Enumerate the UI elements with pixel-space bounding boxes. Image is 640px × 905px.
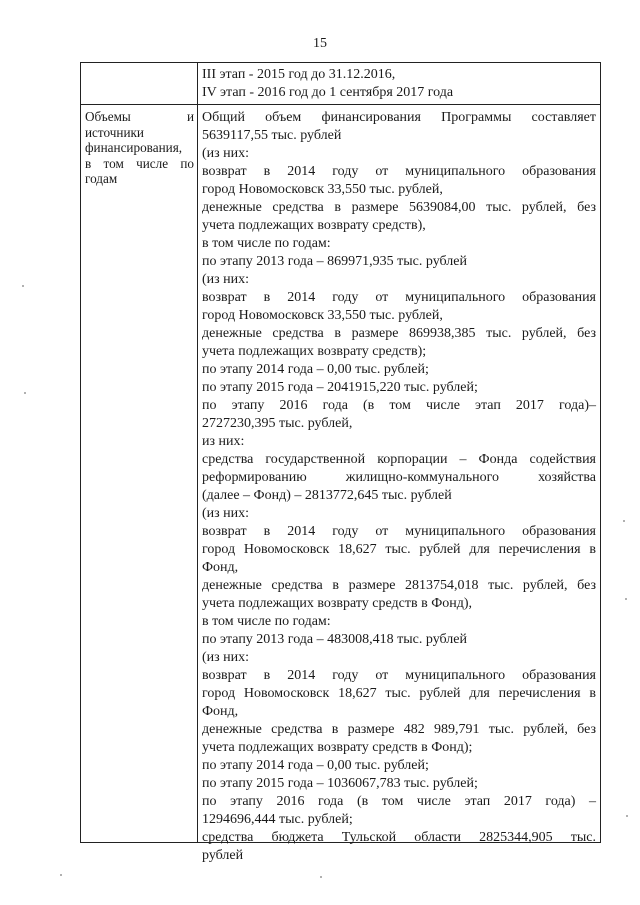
funding-text-line: денежные средства в размере 482 989,791 тыс. рублей, без — [202, 722, 596, 737]
stage-line: III этап - 2015 год до 31.12.2016, — [202, 67, 396, 82]
table-cell-funding-text — [198, 105, 600, 863]
funding-text-line: возврат в 2014 году от муниципального образования — [202, 290, 596, 305]
scan-speck — [60, 874, 62, 876]
funding-text-line: в том числе по годам: — [202, 614, 331, 629]
funding-text-line: (из них: — [202, 650, 250, 665]
funding-text-line: учета подлежащих возврату средств), — [202, 218, 426, 233]
funding-text-line: город Новомосковск 33,550 тыс. рублей, — [202, 182, 443, 197]
funding-text-line: по этапу 2014 года – 0,00 тыс. рублей; — [202, 758, 429, 773]
program-table — [80, 62, 601, 863]
funding-text-line: город Новомосковск 18,627 тыс. рублей для перечисления в — [202, 686, 596, 701]
funding-text-line: учета подлежащих возврату средств в Фонд); — [202, 740, 473, 755]
funding-text-line: Фонд, — [202, 704, 239, 719]
scan-speck — [22, 285, 24, 287]
funding-text-line: (из них: — [202, 272, 250, 287]
funding-text-line: (далее – Фонд) – 2813772,645 тыс. рублей — [202, 488, 452, 503]
funding-text-line: город Новомосковск 33,550 тыс. рублей, — [202, 308, 443, 323]
funding-text-line: город Новомосковск 18,627 тыс. рублей для перечисления в — [202, 542, 596, 557]
table-cell-label-empty — [81, 63, 198, 104]
funding-text-line: денежные средства в размере 5639084,00 тыс. рублей, без — [202, 200, 596, 215]
funding-text-line: (из них: — [202, 146, 250, 161]
funding-text-line: 1294696,444 тыс. рублей; — [202, 812, 353, 827]
funding-text-line: учета подлежащих возврату средств); — [202, 344, 427, 359]
scan-speck — [625, 598, 627, 600]
funding-text-line: из них: — [202, 434, 245, 449]
funding-label-line: в том числе по — [85, 155, 194, 171]
funding-text-line: по этапу 2016 года (в том числе этап 2017 года)– — [202, 398, 596, 413]
scan-speck — [320, 876, 322, 878]
funding-text-line: реформированию жилищно-коммунального хозяйства — [202, 470, 596, 485]
funding-text-line: Общий объем финансирования Программы составляет — [202, 110, 596, 125]
funding-text-line: по этапу 2015 года – 2041915,220 тыс. рублей; — [202, 380, 478, 395]
table-row-stages — [81, 63, 600, 105]
stage-line: IV этап - 2016 год до 1 сентября 2017 года — [202, 85, 454, 100]
funding-text-line: по этапу 2014 года – 0,00 тыс. рублей; — [202, 362, 429, 377]
scan-speck — [626, 815, 628, 817]
funding-text-line: по этапу 2015 года – 1036067,783 тыс. рублей; — [202, 776, 478, 791]
funding-text-line: рублей — [202, 848, 244, 863]
funding-label-line: годам — [85, 171, 118, 186]
funding-text-line: 2727230,395 тыс. рублей, — [202, 416, 353, 431]
funding-text-line: по этапу 2013 года – 869971,935 тыс. рублей — [202, 254, 467, 269]
funding-text-line: 5639117,55 тыс. рублей — [202, 128, 342, 143]
table-row-funding — [81, 105, 600, 863]
funding-text-line: денежные средства в размере 869938,385 тыс. рублей, без — [202, 326, 596, 341]
funding-label-line: Объемы и — [85, 109, 194, 124]
funding-text-line: по этапу 2016 года (в том числе этап 2017 года) – — [202, 794, 596, 809]
scan-speck — [24, 392, 26, 394]
funding-text-line: учета подлежащих возврату средств в Фонд), — [202, 596, 473, 611]
funding-text-line: возврат в 2014 году от муниципального образования — [202, 164, 596, 179]
funding-text-line: возврат в 2014 году от муниципального образования — [202, 524, 596, 539]
funding-text-line: по этапу 2013 года – 483008,418 тыс. рублей — [202, 632, 467, 647]
funding-text-line: денежные средства в размере 2813754,018 тыс. рублей, без — [202, 578, 596, 593]
page-number: 15 — [313, 36, 327, 51]
funding-text-line: (из них: — [202, 506, 250, 521]
funding-text-line: возврат в 2014 году от муниципального образования — [202, 668, 596, 683]
table-cell-stages — [198, 63, 600, 104]
funding-label-line: финансирования, — [85, 140, 183, 155]
scan-speck — [623, 520, 625, 522]
funding-text-line: Фонд, — [202, 560, 239, 575]
funding-text-line: средства бюджета Тульской области 2825344,905 тыс. — [202, 830, 596, 845]
funding-label-line: источники — [85, 124, 144, 140]
funding-text-line: в том числе по годам: — [202, 236, 331, 251]
funding-text-line: средства государственной корпорации – Фонда содействия — [202, 452, 596, 467]
table-cell-funding-label — [81, 105, 198, 842]
